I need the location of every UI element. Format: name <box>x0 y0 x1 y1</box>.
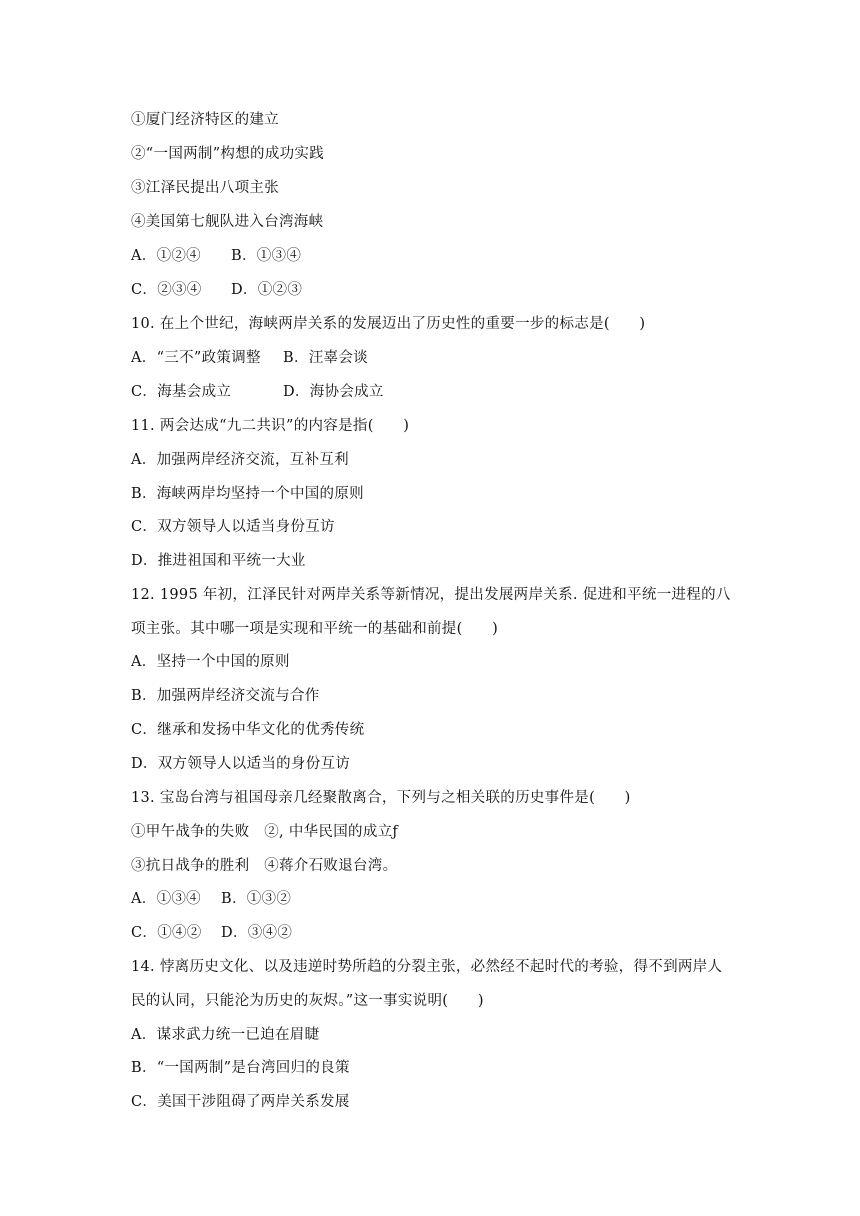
q9-options-row-1 <box>131 246 301 266</box>
q10-option-c: C．海基会成立 <box>131 384 232 400</box>
q12-option-c: C．继承和发扬中华文化的优秀传统 <box>131 722 365 738</box>
q11-option-b: B．海峡两岸均坚持一个中国的原则 <box>131 486 364 502</box>
q13-option-d: D．③④② <box>221 925 293 941</box>
q12-option-d: D．双方领导人以适当的身份互访 <box>131 756 351 772</box>
q11-option-c: C．双方领导人以适当身份互访 <box>131 519 335 535</box>
q9-option-d: D．①②③ <box>231 282 303 298</box>
q9-option-c: C．②③④ <box>131 282 202 298</box>
q11-option-d: D．推进祖国和平统一大业 <box>131 553 306 569</box>
q14-stem-line-2: 民的认同，只能沦为历史的灰烬。”这一事实说明( ) <box>131 993 484 1009</box>
q13-options-row-1 <box>131 889 291 909</box>
q9-item-3: ③江泽民提出八项主张 <box>131 180 279 196</box>
q13-option-a: A．①③④ <box>131 891 201 907</box>
q12-stem-line-1: 12. 1995 年初，江泽民针对两岸关系等新情况，提出发展两岸关系. 促进和平统一进程的八 <box>131 587 731 603</box>
q13-items-line-2: ③抗日战争的胜利 ④蒋介石败退台湾。 <box>131 858 398 874</box>
q11-stem: 11. 两会达成“九二共识”的内容是指( ) <box>131 418 410 434</box>
q13-option-c: C．①④② <box>131 925 202 941</box>
q10-option-b: B．汪辜会谈 <box>283 350 368 366</box>
q9-item-2: ②“一国两制”构想的成功实践 <box>131 146 325 162</box>
q12-option-a: A．坚持一个中国的原则 <box>131 654 290 670</box>
q14-stem-line-1: 14. 悖离历史文化、以及违逆时势所趋的分裂主张，必然经不起时代的考验，得不到两岸人 <box>131 959 723 975</box>
q11-option-a: A．加强两岸经济交流，互补互利 <box>131 452 349 468</box>
q10-stem: 10. 在上个世纪，海峡两岸关系的发展迈出了历史性的重要一步的标志是( ) <box>131 316 646 332</box>
q14-option-b: B．“一国两制”是台湾回归的良策 <box>131 1060 350 1076</box>
q10-options-row-2 <box>131 382 384 402</box>
q10-option-d: D．海协会成立 <box>283 384 384 400</box>
q14-option-a: A．谋求武力统一已迫在眉睫 <box>131 1027 320 1043</box>
q13-items-line-1: ①甲午战争的失败 ②, 中华民国的成立ƒ <box>131 824 399 840</box>
q14-option-c: C．美国干涉阻碍了两岸关系发展 <box>131 1094 350 1110</box>
q9-item-1: ①厦门经济特区的建立 <box>131 112 279 128</box>
q9-item-4: ④美国第七舰队进入台湾海峡 <box>131 214 324 230</box>
q13-stem: 13. 宝岛台湾与祖国母亲几经聚散离合，下列与之相关联的历史事件是( ) <box>131 790 631 806</box>
q10-options-row-1 <box>131 348 368 368</box>
q12-option-b: B．加强两岸经济交流与合作 <box>131 688 320 704</box>
q9-option-b: B．①③④ <box>231 248 302 264</box>
q9-option-a: A．①②④ <box>131 248 201 264</box>
q13-options-row-2 <box>131 923 292 943</box>
q9-options-row-2 <box>131 280 302 300</box>
q13-option-b: B．①③② <box>221 891 292 907</box>
q12-stem-line-2: 项主张。其中哪一项是实现和平统一的基础和前提( ) <box>131 621 499 637</box>
q10-option-a: A．“三不”政策调整 <box>131 350 261 366</box>
